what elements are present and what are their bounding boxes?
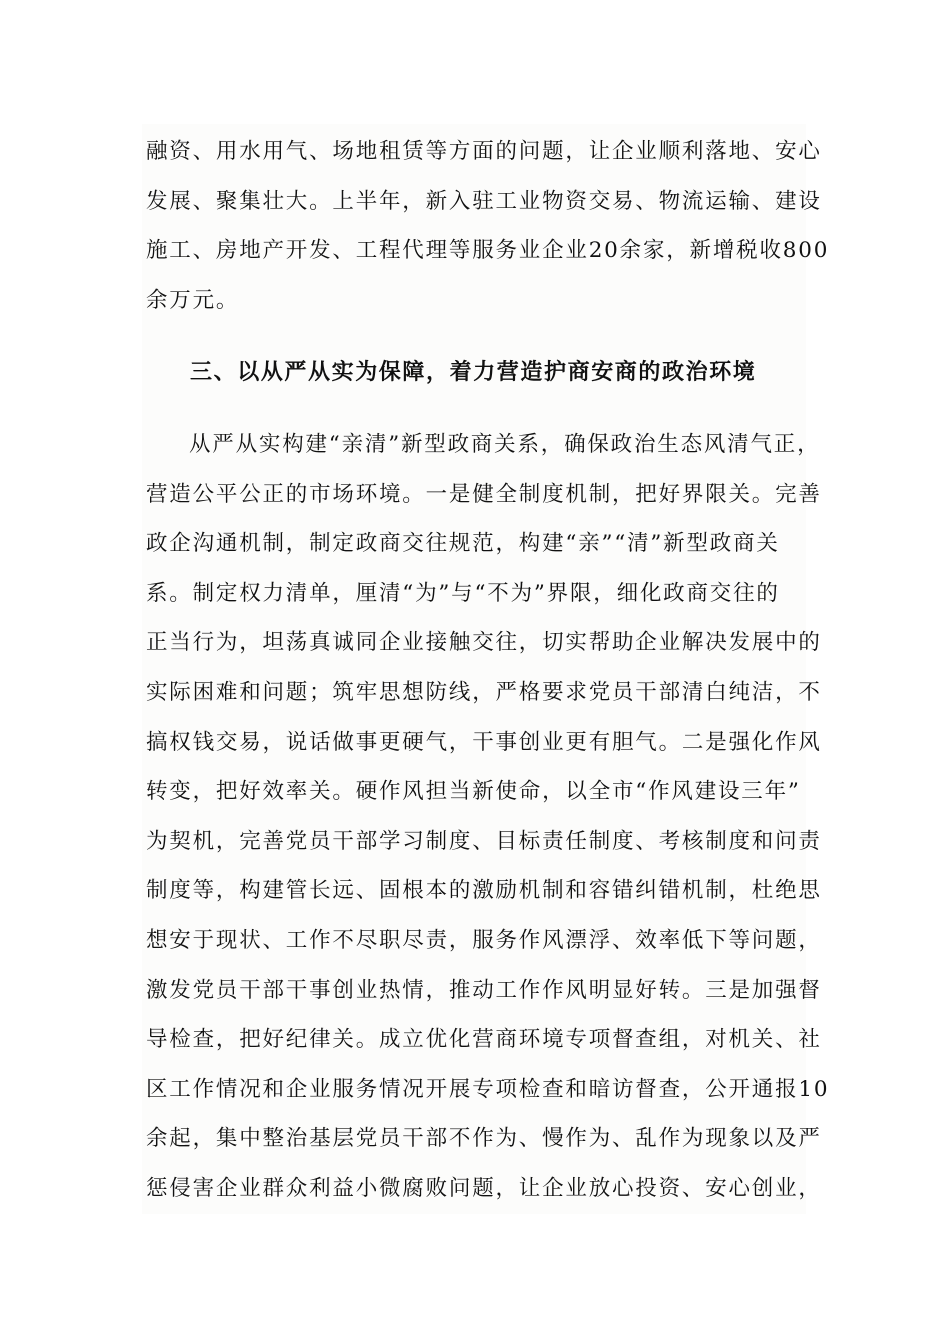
paragraph-line: 发展、聚集壮大。上半年，新入驻工业物资交易、物流运输、建设 — [146, 188, 822, 214]
paragraph-line: 实际困难和问题；筑牢思想防线，严格要求党员干部清白纯洁，不 — [146, 679, 822, 705]
top-paragraph — [146, 127, 830, 325]
main-paragraph — [146, 420, 830, 1214]
paragraph-line: 政企沟通机制，制定政商交往规范，构建“亲”“清”新型政商关 — [146, 531, 780, 557]
paragraph-line: 余起，集中整治基层党员干部不作为、慢作为、乱作为现象以及严 — [146, 1126, 822, 1152]
section-heading: 三、以从严从实为保障，着力营造护商安商的政治环境 — [190, 359, 757, 385]
paragraph-line: 激发党员干部干事创业热情，推动工作作风明显好转。三是加强督 — [146, 977, 822, 1003]
paragraph-line: 转变，把好效率关。硬作风担当新使命，以全市“作风建设三年” — [146, 779, 801, 805]
paragraph-line: 正当行为，坦荡真诚同企业接触交往，切实帮助企业解决发展中的 — [146, 630, 822, 656]
paragraph-line: 营造公平公正的市场环境。一是健全制度机制，把好界限关。完善 — [146, 481, 822, 507]
paragraph-line: 导检查，把好纪律关。成立优化营商环境专项督查组，对机关、社 — [146, 1027, 822, 1053]
paragraph-line: 施工、房地产开发、工程代理等服务业企业20余家，新增税收800 — [146, 238, 830, 264]
paragraph-line: 余万元。 — [146, 287, 240, 313]
paragraph-line: 系。制定权力清单，厘清“为”与“不为”界限，细化政商交往的 — [146, 580, 780, 606]
paragraph-line: 制度等，构建管长远、固根本的激励机制和容错纠错机制，杜绝思 — [146, 878, 822, 904]
paragraph-line: 为契机，完善党员干部学习制度、目标责任制度、考核制度和问责 — [146, 828, 822, 854]
paragraph-line: 惩侵害企业群众利益小微腐败问题，让企业放心投资、安心创业， — [146, 1175, 822, 1201]
paragraph-line: 搞权钱交易，说话做事更硬气，干事创业更有胆气。二是强化作风 — [146, 729, 822, 755]
paragraph-line: 融资、用水用气、场地租赁等方面的问题，让企业顺利落地、安心 — [146, 139, 822, 164]
paragraph-line: 从严从实构建“亲清”新型政商关系，确保政治生态风清气正， — [189, 432, 821, 457]
paragraph-line: 想安于现状、工作不尽职尽责，服务作风漂浮、效率低下等问题， — [146, 927, 822, 953]
paragraph-line: 区工作情况和企业服务情况开展专项检查和暗访督查，公开通报10 — [146, 1076, 830, 1102]
